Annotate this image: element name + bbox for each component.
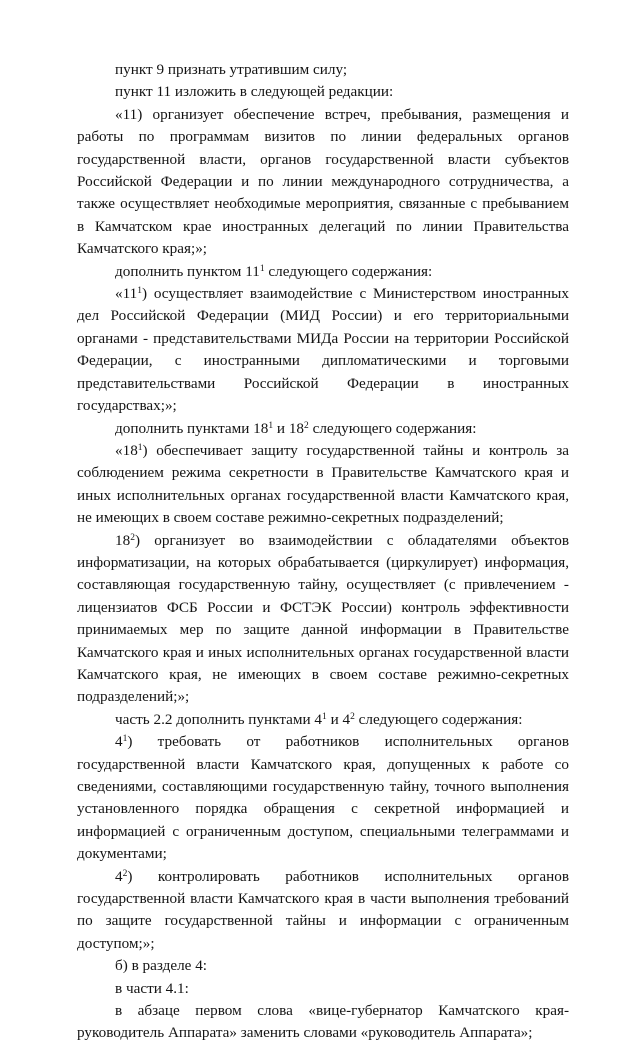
- text-run: «18: [115, 441, 138, 459]
- paragraph-9: [77, 709, 569, 731]
- text-run: «11: [115, 285, 138, 303]
- superscript-index: 1: [259, 263, 265, 274]
- text-run: ) организует во взаимодействии с обладателями объектов информатизации, на которых обрабатывается (циркулирует) информация, составляющая государственную тайну, осуществляет (с привлечением - лицензиатов ФСБ России и ФСТЭК России) контроль эффективности принимаемых мер по защите данной информации в Правительстве Камчатского края и иных исполнительных органах государственной власти Камчатского края, не имеющих в своем составе режимно-секретных подразделений;»;: [77, 531, 569, 706]
- text-run: следующего содержания:: [264, 262, 433, 280]
- paragraph-12: [77, 955, 569, 977]
- text-run: «11) организует обеспечение встреч, пребывания, размещения и работы по программам визитов по линии федеральных органов государственной власти, органов государственной власти субъектов Российской Федерации и по линии международного сотрудничества, а также осуществляет необходимые мероприятия, связанные с пребыванием в Камчатском крае иностранных делегаций по линии Правительства Камчатского края;»;: [77, 105, 569, 258]
- text-run: и 18: [273, 419, 305, 437]
- text-run: б) в разделе 4:: [115, 957, 208, 975]
- text-run: ) контролировать работников исполнительных органов государственной власти Камчатского края в части выполнения требований по защите государственной тайны и информации с ограниченным доступом;»;: [77, 867, 569, 952]
- paragraph-2: [77, 81, 569, 103]
- document-body: [77, 59, 569, 1045]
- paragraph-7: [77, 440, 569, 530]
- paragraph-4: [77, 261, 569, 283]
- text-run: дополнить пунктом 11: [115, 262, 260, 280]
- paragraph-1: [77, 59, 569, 81]
- paragraph-3: [77, 104, 569, 261]
- text-run: ) требовать от работников исполнительных органов государственной власти Камчатского края, допущенных к работе со сведениями, составляющими государственную тайну, точного выполнения установленного порядка обращения с секретной информацией и информацией с ограниченным доступом, специальными телеграммами и документами;: [77, 733, 569, 863]
- text-run: и 4: [326, 710, 351, 728]
- text-run: часть 2.2 дополнить пунктами 4: [115, 710, 323, 728]
- paragraph-14: [77, 1000, 569, 1045]
- text-run: пункт 11 изложить в следующей редакции:: [115, 83, 394, 101]
- superscript-index: 2: [304, 420, 309, 431]
- paragraph-8: [77, 530, 569, 709]
- superscript-index: 2: [350, 711, 355, 722]
- superscript-index: 1: [122, 734, 128, 745]
- text-run: 4: [115, 733, 123, 751]
- text-run: следующего содержания:: [354, 710, 523, 728]
- paragraph-11: [77, 866, 569, 956]
- text-run: 4: [115, 867, 123, 885]
- text-run: ) обеспечивает защиту государственной тайны и контроль за соблюдением режима секретности в Правительстве Камчатского края и иных исполнительных органах государственной власти Камчатского края, не имеющих в своем составе режимно-секретных подразделений;: [77, 441, 569, 527]
- superscript-index: 2: [122, 868, 128, 879]
- text-run: в части 4.1:: [115, 979, 189, 997]
- superscript-index: 1: [137, 286, 142, 297]
- text-run: дополнить пунктами 18: [115, 419, 269, 437]
- text-run: ) осуществляет взаимодействие с Министерством иностранных дел Российской Федерации (МИД России) и его территориальными органами - представительствами МИДа России на территории Российской Федерации, с иностранными дипломатическими и торговыми представительствами Российской Федерации в иностранных государствах;»;: [77, 285, 569, 415]
- paragraph-5: [77, 283, 569, 417]
- text-run: пункт 9 признать утратившим силу;: [115, 61, 348, 78]
- paragraph-10: [77, 731, 569, 865]
- superscript-index: 1: [137, 442, 143, 453]
- superscript-index: 1: [322, 711, 327, 722]
- superscript-index: 2: [130, 532, 135, 543]
- text-run: следующего содержания:: [308, 419, 477, 437]
- text-run: в абзаце первом слова «вице-губернатор Камчатского края-руководитель Аппарата» заменить словами «руководитель Аппарата»;: [77, 1002, 569, 1042]
- text-run: 18: [115, 531, 131, 549]
- paragraph-6: [77, 418, 569, 440]
- paragraph-13: [77, 978, 569, 1000]
- superscript-index: 1: [268, 420, 274, 431]
